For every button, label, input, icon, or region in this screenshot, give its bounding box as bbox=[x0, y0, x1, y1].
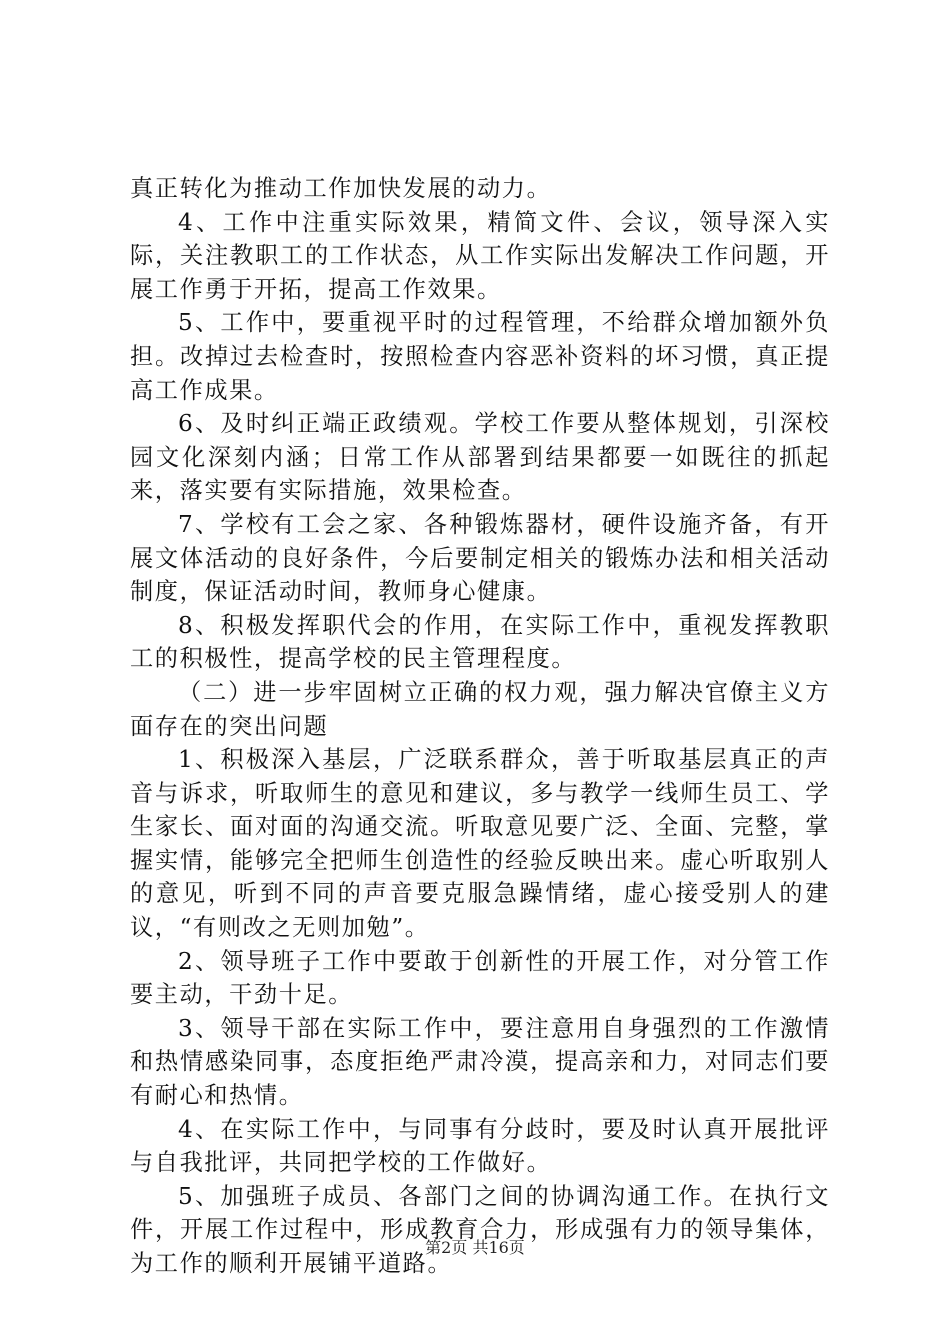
paragraph-section2-item-5: 5、加强班子成员、各部门之间的协调沟通工作。在执行文件，开展工作过程中，形成教育合力，形成强有力的领导集体，为工作的顺利开展铺平道路。 bbox=[130, 1182, 830, 1277]
paragraph-item-4: 4、工作中注重实际效果，精简文件、会议，领导深入实际，关注教职工的工作状态，从工作实际出发解决工作问题，开展工作勇于开拓，提高工作效果。 bbox=[130, 208, 830, 303]
paragraph-section2-item-2: 2、领导班子工作中要敢于创新性的开展工作，对分管工作要主动，干劲十足。 bbox=[130, 947, 830, 1009]
paragraph-section2-item-3: 3、领导干部在实际工作中，要注意用自身强烈的工作激情和热情感染同事，态度拒绝严肃冷漠，提高亲和力，对同志们要有耐心和热情。 bbox=[130, 1014, 830, 1110]
paragraph-continuation: 真正转化为推动工作加快发展的动力。 bbox=[130, 175, 552, 202]
paragraph-section2-item-4: 4、在实际工作中，与同事有分歧时，要及时认真开展批评与自我批评，共同把学校的工作做好。 bbox=[130, 1115, 830, 1177]
paragraph-section2-item-1: 1、积极深入基层，广泛联系群众，善于听取基层真正的声音与诉求，听取师生的意见和建议，多与教学一线师生员工、学生家长、面对面的沟通交流。听取意见要广泛、全面、完整，掌握实情，能够完全把师生创造性的经验反映出来。虚心听取别人的意见，听到不同的声音要克服急躁情绪，虚心接受别人的建议，“有则改之无则加勉”。 bbox=[130, 746, 830, 942]
page-number-footer: 第2页 共16页 bbox=[425, 1238, 525, 1257]
paragraph-item-6: 6、及时纠正端正政绩观。学校工作要从整体规划，引深校园文化深刻内涵；日常工作从部署到结果都要一如既往的抓起来，落实要有实际措施，效果检查。 bbox=[130, 410, 830, 505]
document-body bbox=[130, 172, 830, 1281]
paragraph-item-8: 8、积极发挥职代会的作用，在实际工作中，重视发挥教职工的积极性，提高学校的民主管理程度。 bbox=[130, 611, 830, 673]
section-heading-2: （二）进一步牢固树立正确的权力观，强力解决官僚主义方面存在的突出问题 bbox=[130, 678, 830, 740]
paragraph-item-5: 5、工作中，要重视平时的过程管理，不给群众增加额外负担。改掉过去检查时，按照检查内容恶补资料的坏习惯，真正提高工作成果。 bbox=[130, 309, 830, 404]
paragraph-item-7: 7、学校有工会之家、各种锻炼器材，硬件设施齐备，有开展文体活动的良好条件，今后要制定相关的锻炼办法和相关活动制度，保证活动时间，教师身心健康。 bbox=[130, 510, 830, 606]
